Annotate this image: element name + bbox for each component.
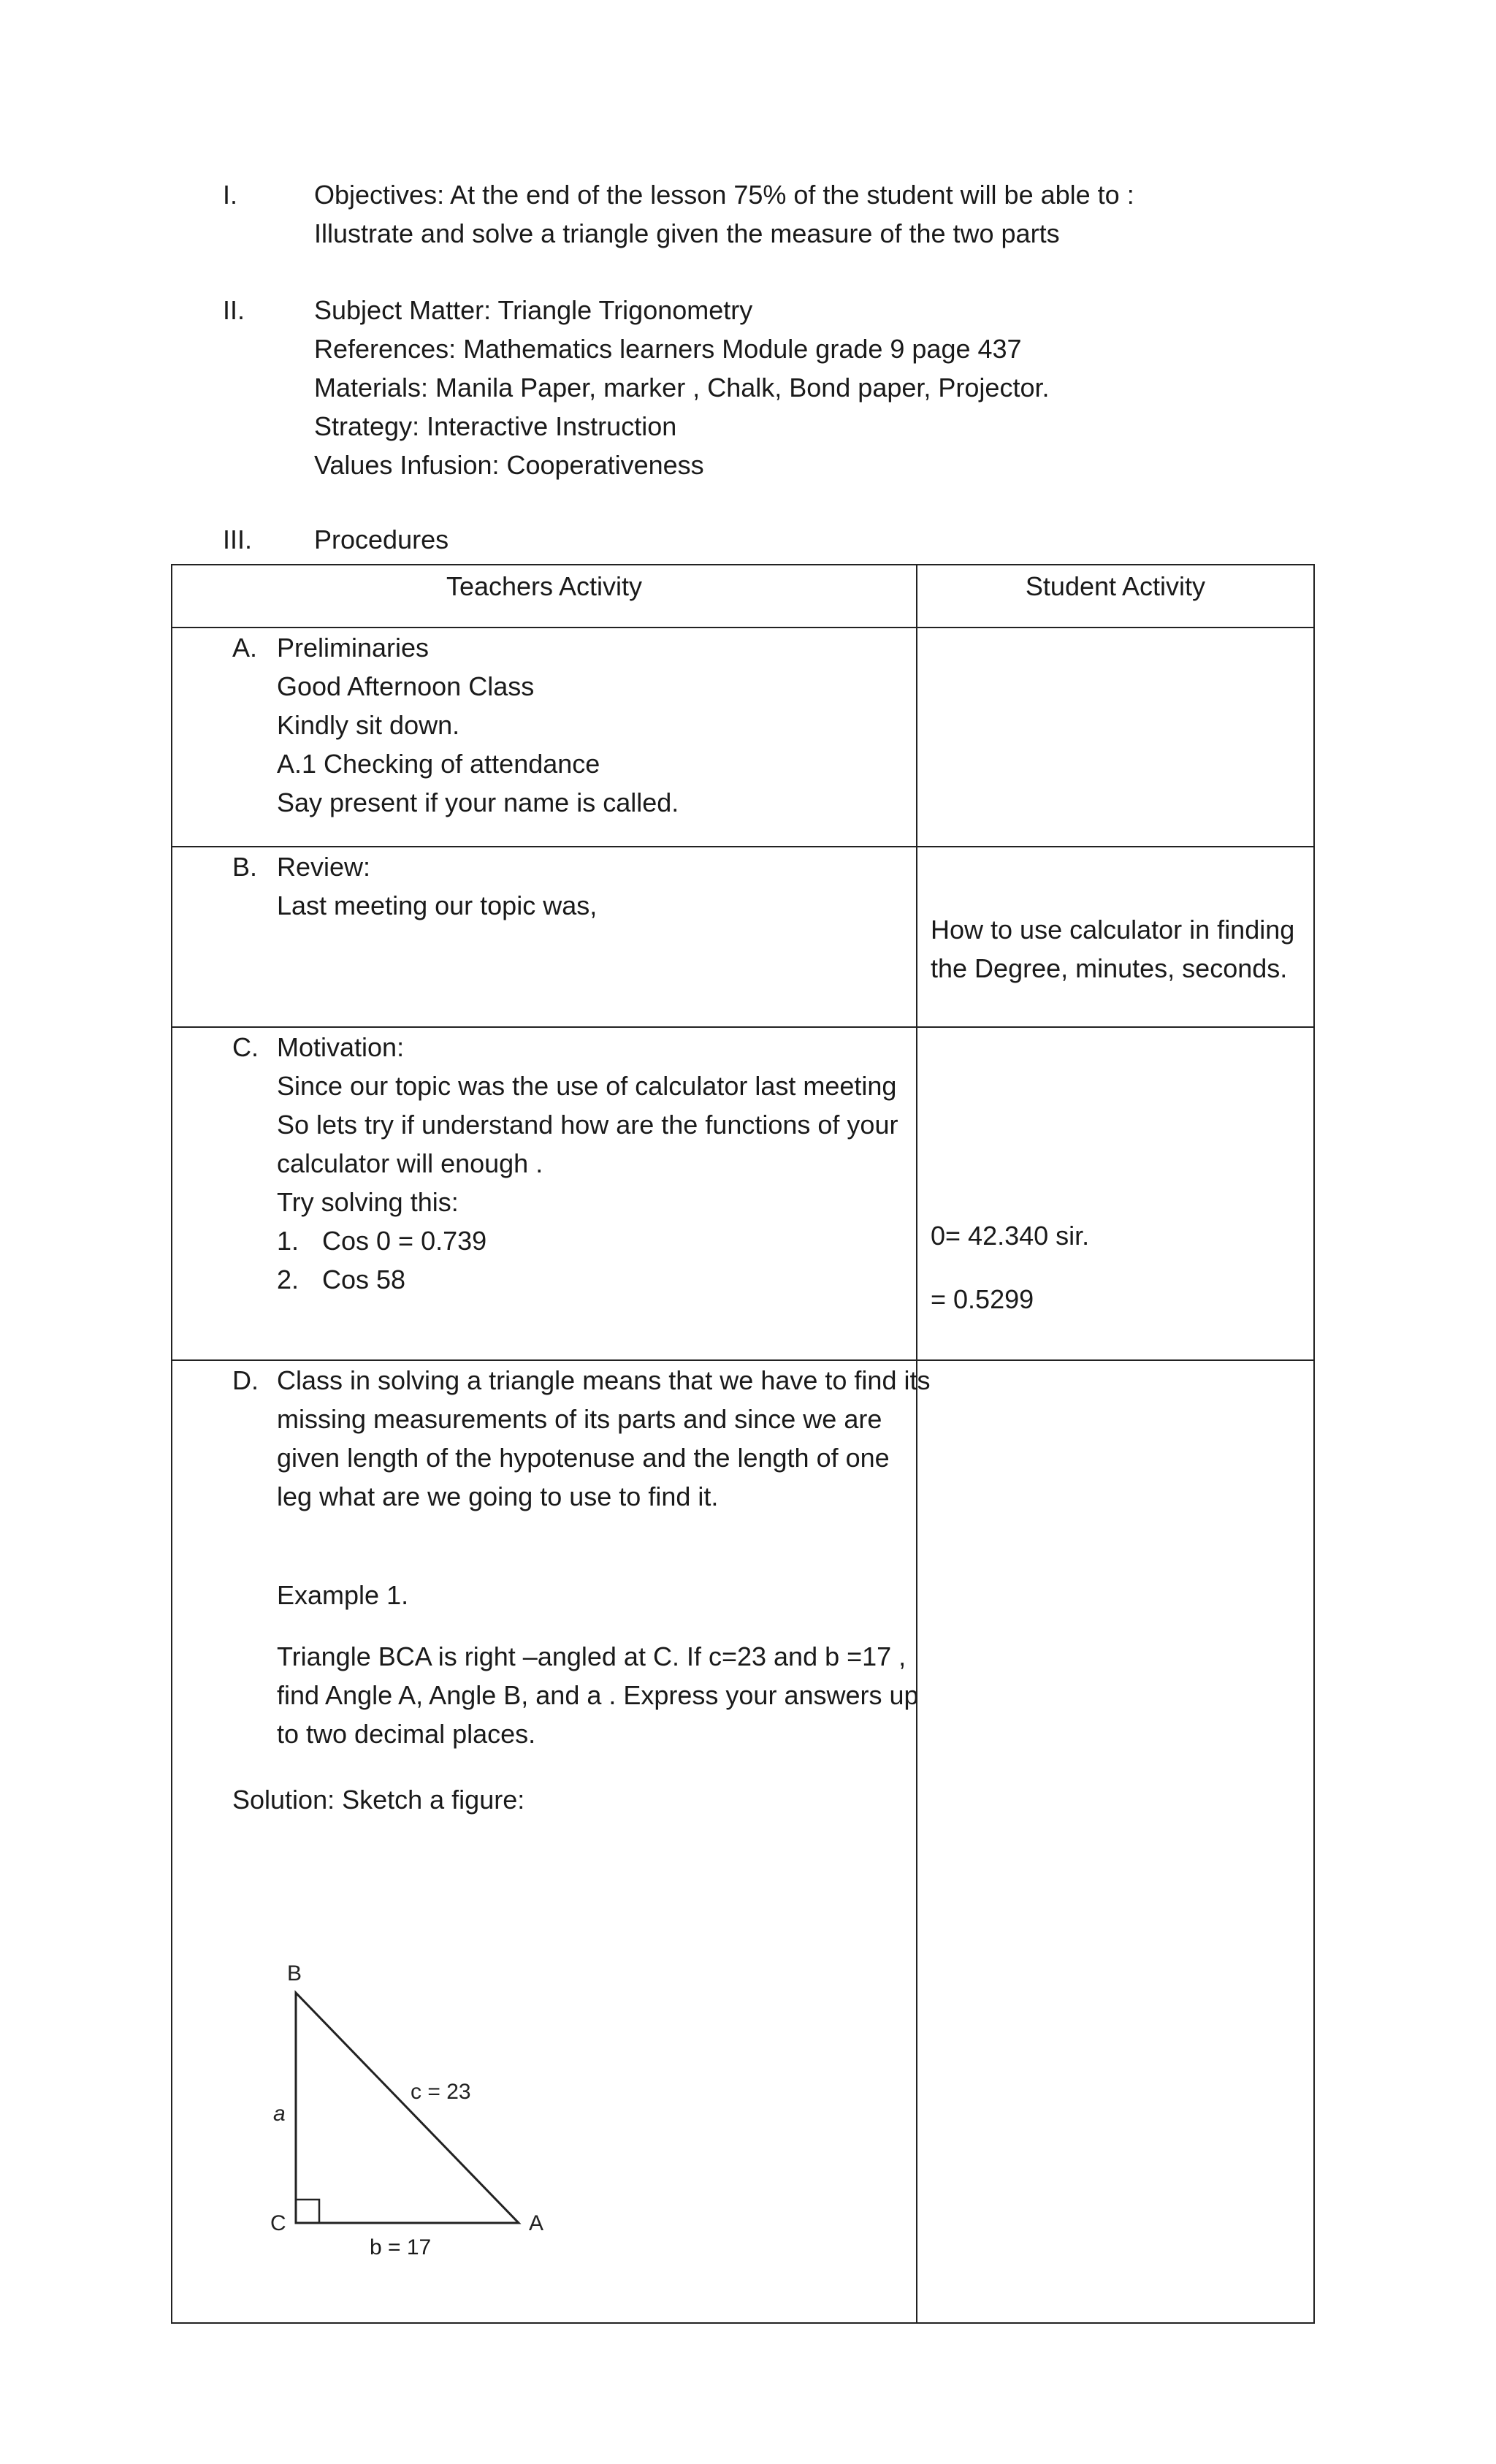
table-row [172, 1360, 1314, 2323]
teacher-line: Class in solving a triangle means that we have to find its [277, 1365, 931, 1395]
student-line: How to use calculator in finding [931, 915, 1295, 945]
right-triangle-figure [245, 1923, 552, 2245]
subject-line: Subject Matter: Triangle Trigonometry [314, 295, 753, 325]
header-student-activity: Student Activity [917, 565, 1314, 628]
row-letter: D. [232, 1365, 259, 1395]
example-line: to two decimal places. [277, 1719, 536, 1749]
header-teachers-activity: Teachers Activity [172, 565, 917, 628]
teacher-cell-c [172, 1027, 917, 1360]
teacher-line: leg what are we going to use to find it. [277, 1481, 719, 1511]
example-title: Example 1. [277, 1580, 409, 1610]
teacher-cell-b [172, 847, 917, 1027]
references-line: References: Mathematics learners Module grade 9 page 437 [314, 334, 1022, 364]
teacher-line: Since our topic was the use of calculator last meeting [277, 1071, 897, 1101]
table-row [172, 847, 1314, 1027]
row-letter: B. [232, 852, 258, 882]
section-number: III. [223, 525, 253, 554]
list-item: 2. Cos 58 [277, 1265, 406, 1294]
objectives-line: Objectives: At the end of the lesson 75% of the student will be able to : [314, 180, 1134, 210]
values-line: Values Infusion: Cooperativeness [314, 450, 704, 480]
table-row [172, 628, 1314, 847]
student-cell-b [917, 847, 1314, 1027]
procedures-title: Procedures [314, 525, 449, 554]
teacher-line: Good Afternoon Class [277, 671, 535, 701]
teacher-line: Review: [277, 852, 371, 882]
student-cell-a [917, 628, 1314, 847]
objectives-line: Illustrate and solve a triangle given the measure of the two parts [314, 218, 1060, 248]
teacher-line: Last meeting our topic was, [277, 890, 598, 920]
side-c-label: c = 23 [411, 2080, 471, 2104]
section-number: II. [223, 295, 245, 325]
section-number: I. [223, 180, 238, 210]
vertex-c-label: C [270, 2211, 286, 2235]
example-line: Triangle BCA is right –angled at C. If c=23 and b =17 , [277, 1641, 907, 1671]
teacher-cell-a [172, 628, 917, 847]
student-cell-c [917, 1027, 1314, 1360]
triangle-outline [296, 1993, 519, 2223]
student-line: the Degree, minutes, seconds. [931, 953, 1288, 983]
teacher-line: So lets try if understand how are the functions of your [277, 1110, 898, 1140]
vertex-a-label: A [529, 2211, 544, 2235]
teacher-cell-d [172, 1360, 931, 2323]
teacher-line: missing measurements of its parts and since we are [277, 1404, 882, 1434]
side-a-label: a [273, 2102, 286, 2126]
list-item: 1. Cos 0 = 0.739 [277, 1226, 487, 1256]
procedures-table [171, 564, 1315, 2324]
teacher-line: calculator will enough . [277, 1148, 543, 1178]
teacher-line: Try solving this: [277, 1187, 459, 1217]
table-row [172, 1027, 1314, 1360]
row-letter: A. [232, 633, 258, 663]
side-b-caption: b = 17 [370, 2235, 432, 2259]
student-line: 0= 42.340 sir. [931, 1221, 1090, 1251]
example-line: find Angle A, Angle B, and a . Express your answers up [277, 1680, 919, 1710]
vertex-b-label: B [287, 1961, 302, 1986]
student-line: = 0.5299 [931, 1284, 1034, 1314]
teacher-line: Kindly sit down. [277, 710, 460, 740]
student-cell-d [917, 1360, 1314, 2323]
row-letter: C. [232, 1032, 259, 1062]
solution-label: Solution: Sketch a figure: [232, 1785, 525, 1815]
teacher-line: Preliminaries [277, 633, 430, 663]
teacher-line: Say present if your name is called. [277, 787, 679, 817]
teacher-line: A.1 Checking of attendance [277, 749, 600, 779]
teacher-line: given length of the hypotenuse and the length of one [277, 1443, 890, 1473]
strategy-line: Strategy: Interactive Instruction [314, 411, 677, 441]
table-header-row [172, 565, 1314, 628]
materials-line: Materials: Manila Paper, marker , Chalk, Bond paper, Projector. [314, 373, 1050, 403]
right-angle-marker [296, 2200, 319, 2223]
teacher-line: Motivation: [277, 1032, 405, 1062]
